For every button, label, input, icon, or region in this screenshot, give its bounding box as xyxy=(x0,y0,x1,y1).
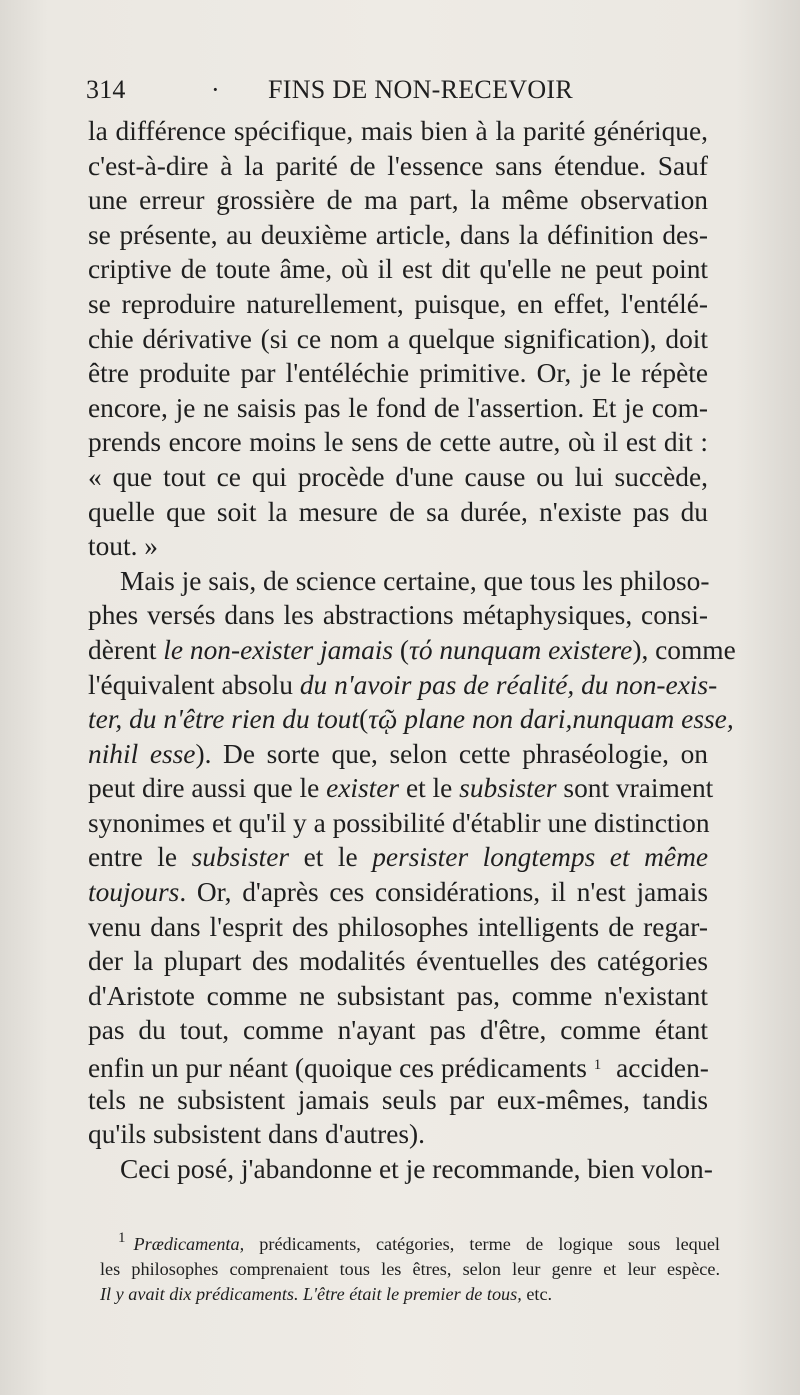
text-line xyxy=(88,771,714,806)
text-segment: . Or, d'après ces considérations, il n'est jamais xyxy=(179,877,708,908)
text-line: tout. » xyxy=(88,531,159,562)
text-line: Ceci posé, j'abandonne et je recommande, bien volon- xyxy=(120,1153,713,1184)
italic-term: subsister xyxy=(459,773,557,804)
text-line: tels ne subsistent jamais seuls par eux-mêmes, tandis xyxy=(88,1084,708,1115)
text-line: la différence spécifique, mais bien à la parité générique, xyxy=(88,116,708,146)
italic-term: τῷ plane non dari,nunquam esse, xyxy=(368,704,734,735)
text-line: encore, je ne saisis pas le fond de l'assertion. Et je com- xyxy=(88,392,708,423)
text-line xyxy=(88,840,708,875)
text-line: Mais je sais, de science certaine, que tous les philoso- xyxy=(120,565,710,596)
text-segment: sont vraiment xyxy=(556,773,714,804)
footnote-marker: 1 xyxy=(118,1230,126,1246)
italic-term: exister xyxy=(326,773,400,804)
text-segment: entre le xyxy=(88,842,192,873)
text-segment: et le xyxy=(399,773,460,804)
text-line: être produite par l'entéléchie primitive. Or, je le répète xyxy=(88,358,708,389)
running-head: FINS DE NON-RECEVOIR xyxy=(268,75,573,104)
italic-term: ter, du n'être rien du tout xyxy=(88,704,360,735)
header-dot: · xyxy=(211,75,220,104)
text-line: der la plupart des modalités éventuelles des catégories xyxy=(88,946,708,977)
text-segment: l'équivalent absolu xyxy=(88,669,300,700)
footnote-line: les philosophes comprenaient tous les êtres, selon leur genre et leur espèce. xyxy=(100,1259,720,1279)
text-line xyxy=(88,1048,708,1083)
text-segment: dèrent xyxy=(88,634,164,665)
text-line xyxy=(88,737,708,772)
text-line: se présente, au deuxième article, dans la définition des- xyxy=(88,219,708,250)
italic-term: τό nunquam existere xyxy=(409,634,633,665)
text-line: chie dérivative (si ce nom a quelque signification), doit xyxy=(88,323,708,354)
italic-term: toujours xyxy=(88,877,180,908)
text-segment: acciden- xyxy=(609,1053,709,1084)
text-line: se reproduire naturellement, puisque, en effet, l'entélé- xyxy=(88,288,708,319)
text-line: venu dans l'esprit des philosophes intelligents de regar- xyxy=(88,911,708,942)
text-line: phes versés dans les abstractions métaphysiques, consi- xyxy=(88,600,708,631)
page-number: 314 xyxy=(86,75,126,104)
text-line: quelle que soit la mesure de sa durée, n'existe pas du xyxy=(88,496,708,527)
footnote-line xyxy=(100,1226,720,1257)
text-segment: peut dire aussi que le xyxy=(88,773,327,804)
italic-term: le non-exister jamais xyxy=(163,634,394,665)
text-line xyxy=(88,702,734,737)
italic-term: persister longtemps et même xyxy=(372,842,709,873)
text-line: d'Aristote comme ne subsistant pas, comme n'existant xyxy=(88,980,708,1011)
text-segment: ( xyxy=(359,704,369,735)
text-line: une erreur grossière de ma part, la même observation xyxy=(88,185,708,216)
text-line: « que tout ce qui procède d'une cause ou lui succède, xyxy=(88,461,708,492)
italic-term: du n'avoir pas de réalité, du non-exis- xyxy=(299,669,718,700)
text-segment: ), comme xyxy=(632,634,736,665)
text-line: prends encore moins le sens de cette autre, où il est dit : xyxy=(88,427,708,458)
text-segment: etc. xyxy=(521,1284,553,1304)
text-segment: ( xyxy=(393,634,410,665)
text-line: synonimes et qu'il y a possibilité d'établir une distinction xyxy=(88,807,710,838)
italic-term: Prædicamenta, xyxy=(133,1234,245,1254)
text-line xyxy=(88,668,718,703)
page-header xyxy=(86,72,706,112)
text-line: qu'ils subsistent dans d'autres). xyxy=(88,1119,426,1150)
text-line xyxy=(88,633,736,668)
text-line xyxy=(88,875,708,910)
text-segment: et le xyxy=(289,842,373,873)
footnote-line xyxy=(100,1282,720,1307)
text-line: pas du tout, comme n'ayant pas d'être, comme étant xyxy=(88,1015,708,1046)
text-segment: ). De sorte que, selon cette phraséologie, on xyxy=(195,738,708,769)
text-line: criptive de toute âme, où il est dit qu'elle ne peut point xyxy=(88,254,708,285)
italic-term: subsister xyxy=(191,842,290,873)
text-segment: enfin un pur néant (quoique ces prédicaments xyxy=(88,1053,594,1084)
main-text xyxy=(88,114,736,1186)
footnote-block xyxy=(100,1226,720,1307)
text-line: c'est-à-dire à la parité de l'essence sans étendue. Sauf xyxy=(88,150,708,181)
italic-term: nihil esse xyxy=(88,738,196,769)
italic-term: Il y avait dix prédicaments. L'être était le premier de tous, xyxy=(100,1284,522,1304)
text-segment: prédicaments, catégories, terme de logique sous lequel xyxy=(244,1234,720,1254)
footnote-ref: 1 xyxy=(593,1057,602,1074)
